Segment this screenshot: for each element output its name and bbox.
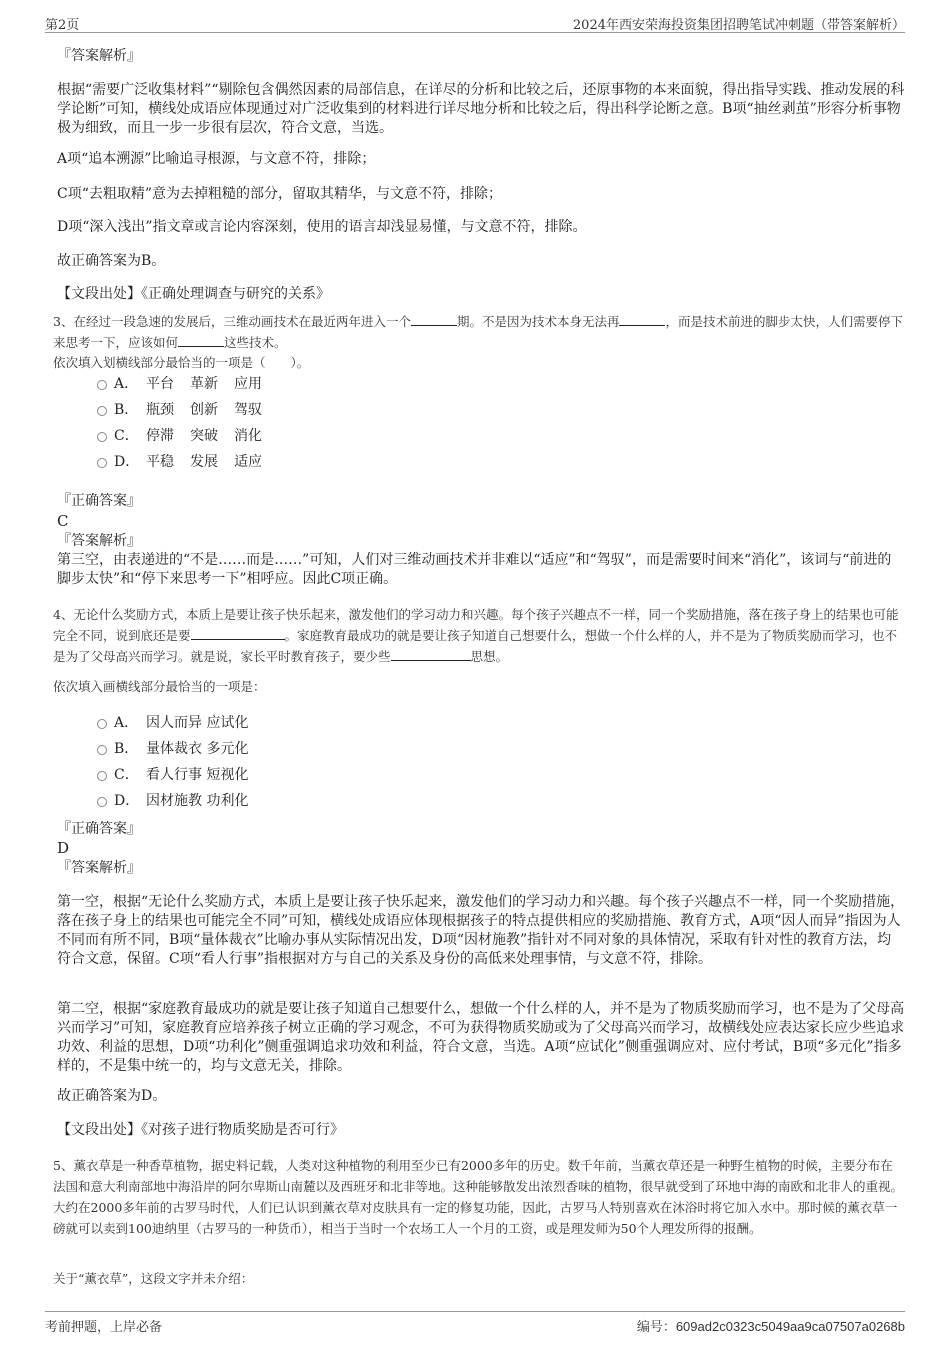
q3-options bbox=[57, 371, 905, 475]
page-number: 第2页 bbox=[45, 18, 80, 33]
q3-correct-answer: C bbox=[57, 512, 69, 530]
document-title: 2024年西安荣海投资集团招聘笔试冲刺题（带答案解析） bbox=[572, 18, 905, 33]
q4-analysis-first-blank: 第一空，根据“无论什么奖励方式，本质上是要让孩子快乐起来，激发他们的学习动力和兴趣。每个孩子兴趣点不一样，同一个奖励措施，落在孩子身上的结果也可能完全不同”可知，横线处成语应体现根据孩子的特点提供相应的奖励措施、教育方式，A项“因人而异”指因为人不同而有所不同，B项“量体裁衣”比喻办事从实际情况出发，D项“因材施教”指针对不同对象的具体情况，采取有针对性的教育方法，均符合文意，保留。C项“看人行事”指根据对方与自己的关系及身份的高低来处理事情，与文意不符，排除。 bbox=[57, 894, 905, 967]
q3-prompt: 依次填入划横线部分最恰当的一项是（ ）。 bbox=[53, 355, 310, 370]
q4-options bbox=[57, 710, 905, 814]
q3-option-d[interactable]: D． 平稳 发展 适应 bbox=[57, 449, 905, 475]
radio-icon[interactable] bbox=[97, 432, 107, 442]
q4-prompt: 依次填入画横线部分最恰当的一项是： bbox=[53, 679, 266, 694]
q3-option-b[interactable]: B． 瓶颈 创新 驾驭 bbox=[57, 397, 905, 423]
q2-conclusion: 故正确答案为B。 bbox=[57, 253, 166, 269]
q2-analysis-paragraph: 根据“需要广泛收集材料”“剔除包含偶然因素的局部信息，在详尽的分析和比较之后，还原事物的本来面貌，得出指导实践、推动发展的科学论断”可知，横线处成语应体现通过对广泛收集到的材料进行详尽地分析和比较之后，得出科学论断之意。B项“抽丝剥茧”形容分析事物极为细致，而且一步一步很有层次，符合文意，当选。 bbox=[57, 82, 905, 136]
q4-analysis-second-blank: 第二空，根据“家庭教育最成功的就是要让孩子知道自己想要什么，想做一个什么样的人，并不是为了物质奖励而学习，也不是为了父母高兴而学习”可知，家庭教育应培养孩子树立正确的学习观念，不可为获得物质奖励或为了父母高兴而学习，故横线处应表达家长应少些追求功效、利益的思想，D项“功利化”侧重强调追求功效和利益，符合文意，当选。A项“应试化”侧重强调应对、应付考试，B项“多元化”指多样的，不是集中统一的，均与文意无关，排除。 bbox=[57, 1001, 905, 1074]
blank-line bbox=[391, 647, 471, 661]
page-footer bbox=[45, 1311, 905, 1336]
q5-stem: 5、薰衣草是一种香草植物，据史料记载，人类对这种植物的利用至少已有2000多年的历史。数千年前，当薰衣草还是一种野生植物的时候，主要分布在法国和意大利南部地中海沿岸的阿尔卑斯山南麓以及西班牙和北非等地。这种能够散发出浓烈香味的植物，很早就受到了环地中海的南欧和北非人的重视。大约在2000多年前的古罗马时代，人们已认识到薰衣草对皮肤具有一定的修复功能，因此，古罗马人特别喜欢在沐浴时将它加入水中。那时候的薰衣草一磅就可以卖到100迪纳里（古罗马的一种货币），相当于当时一个农场工人一个月的工资，或是理发师为50个人理发所得的报酬。 bbox=[53, 1158, 904, 1236]
serial-value: 609ad2c0323c5049aa9ca07507a0268b bbox=[675, 1319, 905, 1334]
q3-option-a[interactable]: A． 平台 革新 应用 bbox=[57, 371, 905, 397]
q2-source: 【文段出处】《正确处理调查与研究的关系》 bbox=[57, 286, 330, 302]
radio-icon[interactable] bbox=[97, 380, 107, 390]
radio-icon[interactable] bbox=[97, 771, 107, 781]
blank-line bbox=[178, 333, 224, 347]
footer-slogan: 考前押题，上岸必备 bbox=[45, 1320, 163, 1335]
q4-conclusion: 故正确答案为D。 bbox=[57, 1088, 167, 1104]
q4-option-c[interactable]: C． 看人行事 短视化 bbox=[57, 762, 905, 788]
q5-prompt: 关于“薰衣草”，这段文字并未介绍： bbox=[53, 1271, 254, 1286]
answer-analysis-label: 『答案解析』 bbox=[57, 860, 141, 876]
radio-icon[interactable] bbox=[97, 797, 107, 807]
q4-option-a[interactable]: A． 因人而异 应试化 bbox=[57, 710, 905, 736]
radio-icon[interactable] bbox=[97, 406, 107, 416]
q3-option-c[interactable]: C． 停滞 突破 消化 bbox=[57, 423, 905, 449]
q2-option-d-analysis: D项“深入浅出”指文章或言论内容深刻，使用的语言却浅显易懂，与文意不符，排除。 bbox=[57, 219, 587, 235]
answer-analysis-label: 『答案解析』 bbox=[57, 48, 141, 64]
page-header bbox=[45, 10, 905, 33]
answer-analysis-label: 『答案解析』 bbox=[57, 533, 141, 549]
radio-icon[interactable] bbox=[97, 719, 107, 729]
q3-analysis: 第三空，由表递进的“不是……而是……”可知，人们对三维动画技术并非难以“适应”和“驾驭”，而是需要时间来“消化”，该词与“前进的脚步太快”和“停下来思考一下”相呼应。因此C项正确。 bbox=[57, 552, 892, 587]
q4-correct-answer: D bbox=[57, 839, 70, 857]
q4-stem: 4、无论什么奖励方式，本质上是要让孩子快乐起来，激发他们的学习动力和兴趣。每个孩子兴趣点不一样，同一个奖励措施，落在孩子身上的结果也可能完全不同，说到底还是要 。家庭教育最成功的就是要让孩子知道自己想要什么，想做一个什么样的人，并不是为了物质奖励而学习，也不是为了父母高兴而学习。就是说，家长平时教育孩子，要少些 思想。 bbox=[53, 607, 899, 664]
q3-stem: 3、在经过一段急速的发展后，三维动画技术在最近两年进入一个 期。不是因为技术本身无法再 ，而是技术前进的脚步太快，人们需要停下来思考一下，应该如何 这些技术。 bbox=[53, 314, 903, 350]
radio-icon[interactable] bbox=[97, 745, 107, 755]
blank-line bbox=[191, 626, 285, 640]
q2-option-a-analysis: A项“追本溯源”比喻追寻根源，与文意不符，排除； bbox=[57, 151, 376, 167]
serial-label: 编号： bbox=[636, 1320, 676, 1335]
correct-answer-label: 『正确答案』 bbox=[57, 493, 141, 509]
q4-option-b[interactable]: B． 量体裁衣 多元化 bbox=[57, 736, 905, 762]
blank-line bbox=[619, 312, 665, 326]
q2-option-c-analysis: C项“去粗取精”意为去掉粗糙的部分，留取其精华，与文意不符，排除； bbox=[57, 186, 503, 202]
serial-number bbox=[637, 1316, 905, 1335]
radio-icon[interactable] bbox=[97, 458, 107, 468]
q4-source: 【文段出处】《对孩子进行物质奖励是否可行》 bbox=[57, 1122, 344, 1138]
blank-line bbox=[411, 312, 457, 326]
correct-answer-label: 『正确答案』 bbox=[57, 821, 141, 837]
q4-option-d[interactable]: D． 因材施教 功利化 bbox=[57, 788, 905, 814]
